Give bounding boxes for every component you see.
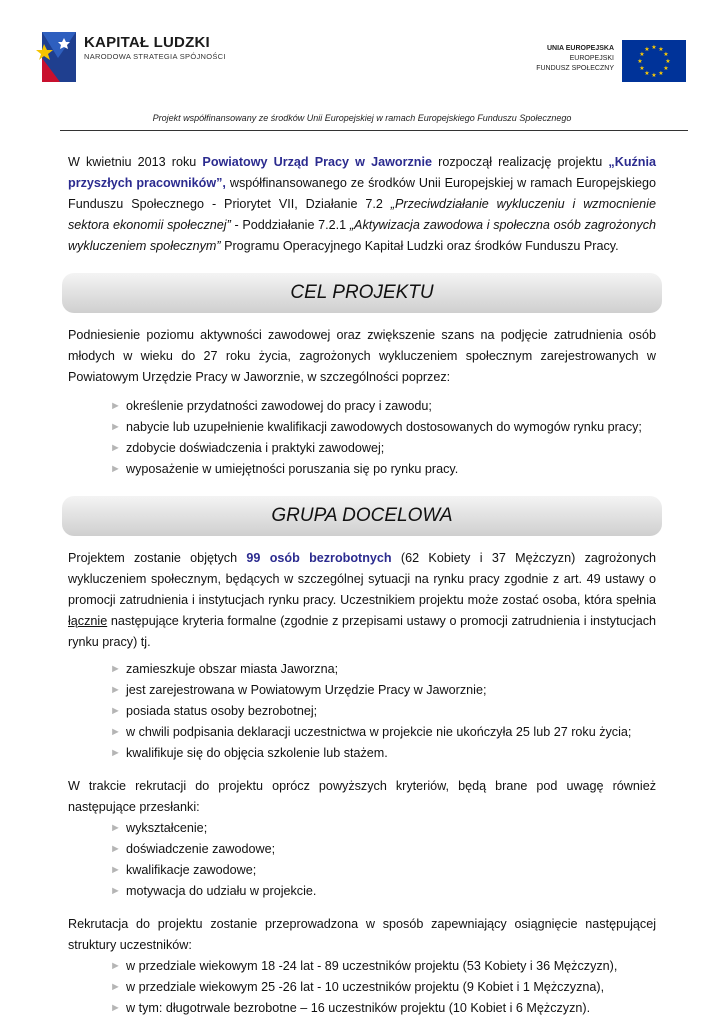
svg-text:★: ★ bbox=[658, 70, 664, 77]
bullet-arrow-icon: ► bbox=[110, 400, 121, 412]
svg-text:★: ★ bbox=[639, 51, 645, 58]
intro-text-4: - Poddziałanie 7.2.1 bbox=[230, 218, 350, 232]
recruitment-paragraph: Rekrutacja do projektu zostanie przeprowadzona w sposób zapewniający osiągnięcie następującej struktury uczestników: bbox=[68, 917, 656, 952]
participant-count: 99 osób bezrobotnych bbox=[246, 551, 392, 565]
svg-text:★: ★ bbox=[665, 58, 671, 65]
eu-line-1: UNIA EUROPEJSKA bbox=[546, 45, 614, 52]
header-divider bbox=[60, 130, 688, 131]
eu-logo-text bbox=[536, 44, 614, 74]
eu-flag-icon bbox=[622, 40, 686, 82]
list-item: ► w chwili podpisania deklaracji uczestnictwa w projekcie nie ukończyła 25 lub 27 roku życia; bbox=[110, 722, 656, 743]
intro-text-5: Programu Operacyjnego Kapitał Ludzki oraz środków Funduszu Pracy. bbox=[220, 239, 619, 253]
bullet-arrow-icon: ► bbox=[110, 843, 121, 855]
cel-list bbox=[68, 396, 656, 480]
list-item: ► zdobycie doświadczenia i praktyki zawodowej; bbox=[110, 438, 656, 459]
list-item: ► doświadczenie zawodowe; bbox=[110, 839, 656, 860]
grupa-paragraph bbox=[68, 548, 656, 653]
recruitment-list bbox=[68, 956, 656, 1019]
list-item: ► wyposażenie w umiejętności poruszania się po rynku pracy. bbox=[110, 459, 656, 480]
grupa-docelowa-heading: GRUPA DOCELOWA bbox=[62, 496, 662, 536]
svg-text:★: ★ bbox=[644, 70, 650, 77]
list-item: ► zamieszkuje obszar miasta Jaworzna; bbox=[110, 659, 656, 680]
svg-text:★: ★ bbox=[663, 51, 669, 58]
svg-text:★: ★ bbox=[637, 58, 643, 65]
list-item: ► nabycie lub uzupełnienie kwalifikacji zawodowych dostosowanych do wymogów rynku pracy; bbox=[110, 417, 656, 438]
bullet-arrow-icon: ► bbox=[110, 981, 121, 993]
bullet-arrow-icon: ► bbox=[110, 747, 121, 759]
list-item: ► jest zarejestrowana w Powiatowym Urzędzie Pracy w Jaworznie; bbox=[110, 680, 656, 701]
cel-projektu-heading: CEL PROJEKTU bbox=[62, 273, 662, 313]
kl-title: KAPITAŁ LUDZKI bbox=[84, 34, 210, 51]
list-item: ► kwalifikuje się do objęcia szkolenie lub stażem. bbox=[110, 743, 656, 764]
intro-text-1: W kwietniu 2013 roku bbox=[68, 155, 203, 169]
bullet-arrow-icon: ► bbox=[110, 705, 121, 717]
eu-logo bbox=[526, 40, 686, 82]
list-item: ► określenie przydatności zawodowej do pracy i zawodu; bbox=[110, 396, 656, 417]
bullet-arrow-icon: ► bbox=[110, 463, 121, 475]
intro-text-2: rozpoczął realizację projektu bbox=[432, 155, 609, 169]
intro-italic-1: „Przeciwdziałanie wykluczeniu i wzmocnienie sektora ekonomii społecznej” bbox=[68, 197, 656, 232]
eu-line-3: FUNDUSZ SPOŁECZNY bbox=[536, 65, 614, 72]
extra-criteria-list bbox=[68, 818, 656, 902]
bullet-arrow-icon: ► bbox=[110, 442, 121, 454]
bullet-arrow-icon: ► bbox=[110, 684, 121, 696]
svg-text:★: ★ bbox=[663, 65, 669, 72]
intro-paragraph bbox=[68, 152, 656, 257]
intro-text-3: współfinansowanego ze środków Unii Europejskiej w ramach Europejskiego Funduszu Społecznego - Priorytet VII, Działanie 7.2 bbox=[68, 176, 656, 211]
bullet-arrow-icon: ► bbox=[110, 885, 121, 897]
bullet-arrow-icon: ► bbox=[110, 960, 121, 972]
eu-line-2: EUROPEJSKI bbox=[569, 55, 614, 62]
list-item: ► motywacja do udziału w projekcie. bbox=[110, 881, 656, 902]
cofinance-note: Projekt współfinansowany ze środków Unii Europejskiej w ramach Europejskiego Funduszu Społecznego bbox=[152, 113, 572, 123]
project-name: „Kuźnia przyszłych pracowników”, bbox=[68, 155, 656, 190]
svg-text:★: ★ bbox=[639, 65, 645, 72]
bullet-arrow-icon: ► bbox=[110, 726, 121, 738]
bullet-arrow-icon: ► bbox=[110, 1002, 121, 1014]
grupa-underlined: łącznie bbox=[68, 614, 108, 628]
list-item: ► kwalifikacje zawodowe; bbox=[110, 860, 656, 881]
list-item: ► wykształcenie; bbox=[110, 818, 656, 839]
bullet-arrow-icon: ► bbox=[110, 864, 121, 876]
criteria-list bbox=[68, 659, 656, 764]
page-header bbox=[0, 0, 724, 100]
intro-italic-2: „Aktywizacja zawodowa i społeczna osób zagrożonych wykluczeniem społecznym” bbox=[68, 218, 656, 253]
svg-text:★: ★ bbox=[651, 44, 657, 51]
kl-subtitle: NARODOWA STRATEGIA SPÓJNOŚCI bbox=[84, 52, 226, 61]
document-body bbox=[68, 152, 656, 1019]
bullet-arrow-icon: ► bbox=[110, 421, 121, 433]
bullet-arrow-icon: ► bbox=[110, 663, 121, 675]
cel-paragraph: Podniesienie poziomu aktywności zawodowej oraz zwiększenie szans na podjęcie zatrudnienia osób młodych w wieku do 27 roku życia, zagrożonych wykluczeniem społecznym zarejestrowanych w Powiatowym Urzędzie Pracy w Jaworznie, w szczególności poprzez: bbox=[68, 328, 656, 384]
svg-text:★: ★ bbox=[658, 46, 664, 53]
list-item: ► w przedziale wiekowym 18 -24 lat - 89 uczestników projektu (53 Kobiety i 36 Mężczyzn), bbox=[110, 956, 656, 977]
grupa-text-1: Projektem zostanie objętych bbox=[68, 551, 247, 565]
grupa-text-3: następujące kryteria formalne (zgodnie z przepisami ustawy o promocji zatrudnienia i instytucjach rynku pracy) tj. bbox=[68, 614, 656, 649]
extra-criteria-paragraph: W trakcie rekrutacji do projektu oprócz powyższych kryteriów, będą brane pod uwagę również następujące przesłanki: bbox=[68, 779, 656, 814]
list-item: ► w tym: długotrwale bezrobotne – 16 uczestników projektu (10 Kobiet i 6 Mężczyzn). bbox=[110, 998, 656, 1019]
kapital-ludzki-logo bbox=[36, 28, 236, 88]
svg-text:★: ★ bbox=[651, 72, 657, 79]
kapital-ludzki-emblem-icon bbox=[36, 28, 80, 86]
office-name: Powiatowy Urząd Pracy w Jaworznie bbox=[202, 155, 432, 169]
svg-text:★: ★ bbox=[644, 46, 650, 53]
bullet-arrow-icon: ► bbox=[110, 822, 121, 834]
list-item: ► w przedziale wiekowym 25 -26 lat - 10 uczestników projektu (9 Kobiet i 1 Mężczyzna), bbox=[110, 977, 656, 998]
grupa-text-2: (62 Kobiety i 37 Mężczyzn) zagrożonych wykluczeniem społecznym, będących w szczególnej sytuacji na rynku pracy zgodnie z art. 49 ustawy o promocji zatrudnienia i instytucjach rynku pracy. Uczestnikiem projektu może zostać osoba, która spełnia bbox=[68, 551, 656, 607]
list-item: ► posiada status osoby bezrobotnej; bbox=[110, 701, 656, 722]
